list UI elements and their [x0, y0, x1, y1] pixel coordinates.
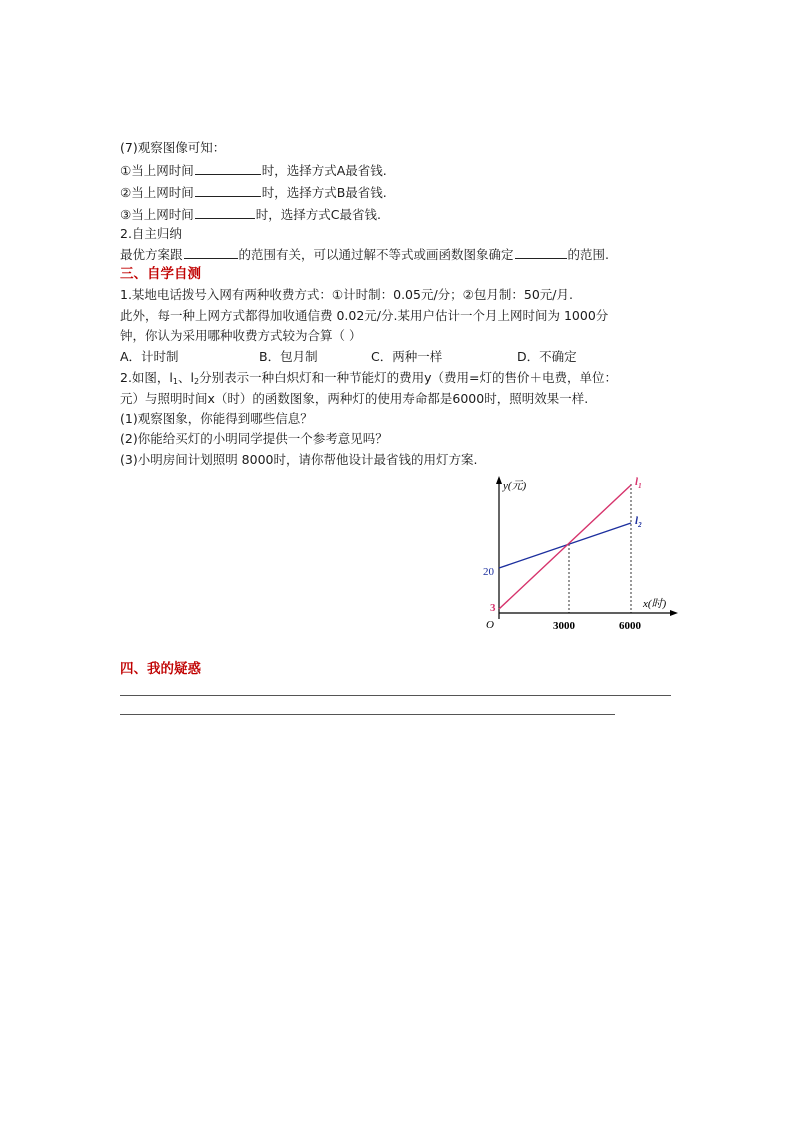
q1-option-d[interactable]: D．不确定	[517, 349, 577, 364]
item2-suffix: 时，选择方式B最省钱.	[261, 185, 387, 200]
origin-label: O	[486, 619, 494, 631]
line-l2	[499, 523, 631, 568]
y-axis-label: y(元)	[503, 480, 527, 492]
q2-text-a: 2.如图，l	[120, 370, 173, 385]
observe-item-2	[120, 184, 387, 201]
section-heading-3: 三、自学自测	[120, 266, 201, 282]
answer-blank[interactable]	[195, 206, 255, 219]
item3-prefix: ③当上网时间	[120, 207, 194, 222]
item3-suffix: 时，选择方式C最省钱.	[255, 207, 381, 222]
answer-line[interactable]	[120, 695, 671, 696]
q2-text-b: 、l	[178, 370, 194, 385]
q1-line-3: 钟，你认为采用哪种收费方式较为合算（ ）	[120, 328, 362, 343]
q2-text-c: 分别表示一种白炽灯和一种节能灯的费用y（费用=灯的售价＋电费，单位：	[199, 370, 617, 385]
observe-title: (7)观察图像可知：	[120, 140, 226, 155]
section-heading-4: 四、我的疑惑	[120, 661, 201, 677]
q2-line-1	[120, 370, 617, 390]
y-tick-20: 20	[483, 566, 494, 578]
q2-sub-2: 2	[193, 377, 200, 386]
x-axis-label: x(时)	[643, 598, 667, 610]
q2-sub-question-3: (3)小明房间计划照明 8000时，请你帮他设计最省钱的用灯方案.	[120, 452, 478, 467]
observe-item-3	[120, 206, 381, 223]
cost-graph	[470, 470, 685, 635]
item1-prefix: ①当上网时间	[120, 163, 194, 178]
q2-sub-question-1: (1)观察图象，你能得到哪些信息？	[120, 411, 313, 426]
y-tick-3: 3	[490, 602, 496, 614]
item2-prefix: ②当上网时间	[120, 185, 194, 200]
observe-item-1	[120, 162, 387, 179]
l2-label: $l_2$	[635, 515, 642, 529]
q1-line-1: 1.某地电话拨号入网有两种收费方式：①计时制：0.05元/分；②包月制：50元/月.	[120, 287, 573, 302]
l1-label: $l_1$	[635, 476, 642, 490]
q2-line-2: 元）与照明时间x（时）的函数图象，两种灯的使用寿命都是6000时，照明效果一样.	[120, 391, 589, 406]
line-l1	[499, 485, 631, 609]
q1-line-2: 此外，每一种上网方式都得加收通信费 0.02元/分.某用户估计一个月上网时间为 1000分	[120, 308, 609, 323]
answer-blank[interactable]	[195, 184, 261, 197]
y-axis-arrow-icon	[496, 476, 502, 484]
summary-prefix: 最优方案跟	[120, 247, 183, 262]
summary-text	[120, 246, 609, 263]
q2-sub-question-2: (2)你能给买灯的小明同学提供一个参考意见吗？	[120, 431, 388, 446]
answer-line[interactable]	[120, 714, 615, 715]
x-tick-3000: 3000	[553, 620, 575, 632]
item1-suffix: 时，选择方式A最省钱.	[261, 163, 387, 178]
x-tick-6000: 6000	[619, 620, 641, 632]
answer-blank[interactable]	[515, 246, 567, 259]
summary-middle: 的范围有关，可以通过解不等式或画函数图象确定	[238, 247, 514, 262]
answer-blank[interactable]	[184, 246, 238, 259]
q1-option-b[interactable]: B．包月制	[259, 349, 318, 364]
x-axis-arrow-icon	[670, 610, 678, 616]
q1-option-c[interactable]: C．两种一样	[371, 349, 443, 364]
answer-blank[interactable]	[195, 162, 261, 175]
q2-sub-1: 1	[172, 377, 178, 386]
summary-suffix: 的范围.	[567, 247, 610, 262]
summary-title: 2.自主归纳	[120, 226, 182, 241]
q1-option-a[interactable]: A．计时制	[120, 349, 179, 364]
